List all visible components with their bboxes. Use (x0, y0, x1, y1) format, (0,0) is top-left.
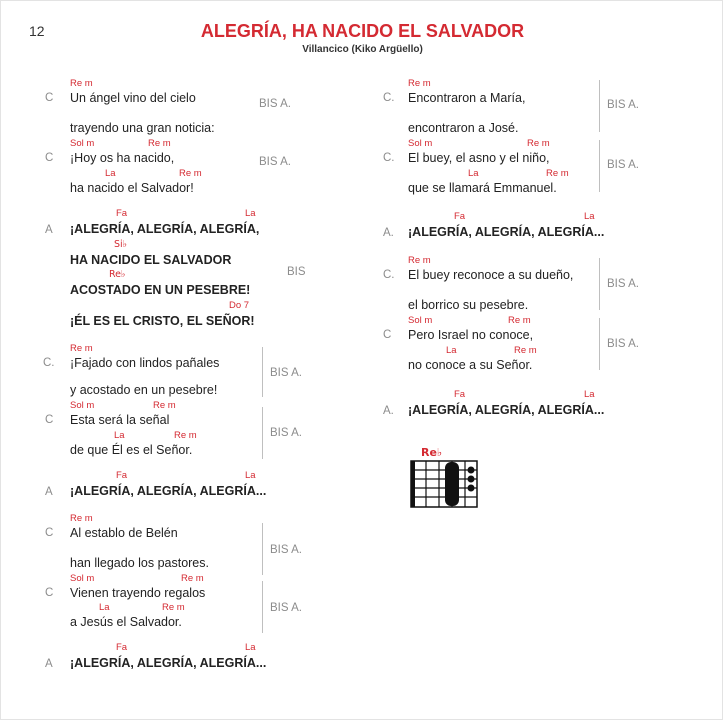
verse-label: C (45, 92, 54, 104)
lyric-line: ¡ALEGRÍA, ALEGRÍA, ALEGRÍA... (408, 225, 605, 239)
lyric-line: HA NACIDO EL SALVADOR (70, 253, 232, 267)
chord: Re m (70, 78, 93, 89)
chord: Sol m (70, 573, 95, 584)
chord: Re♭ (109, 269, 126, 280)
chord: Re m (508, 315, 531, 326)
lyric-line: ¡Fajado con lindos pañales (70, 356, 220, 370)
verse-label: C (45, 527, 54, 539)
lyric-line: ¡ALEGRÍA, ALEGRÍA, ALEGRÍA... (408, 403, 605, 417)
bis-bracket (599, 80, 600, 132)
chord: La (245, 642, 256, 653)
lyric-line: Un ángel vino del cielo (70, 91, 196, 105)
lyric-line: ha nacido el Salvador! (70, 181, 194, 195)
verse-label: C (45, 587, 54, 599)
chord: Do 7 (229, 300, 250, 311)
bis-marker: BIS A. (270, 602, 302, 614)
chord: Re m (70, 343, 93, 354)
chord: La (584, 211, 595, 222)
lyric-line: el borrico su pesebre. (408, 298, 529, 312)
bis-marker: BIS A. (270, 544, 302, 556)
lyric-line: El buey reconoce a su dueño, (408, 268, 574, 282)
chord: La (105, 168, 116, 179)
chord: Re m (153, 400, 176, 411)
bis-marker: BIS A. (607, 99, 639, 111)
verse-label: C. (43, 357, 55, 369)
chord: Re m (181, 573, 204, 584)
bis-marker: BIS A. (270, 427, 302, 439)
chord: Re m (546, 168, 569, 179)
lyric-line: ¡ÉL ES EL CRISTO, EL SEÑOR! (70, 314, 255, 328)
page-number: 12 (29, 23, 45, 39)
chord: Re m (148, 138, 171, 149)
lyric-line: no conoce a su Señor. (408, 358, 533, 372)
chord: Re m (527, 138, 550, 149)
chord: Sol m (70, 400, 95, 411)
verse-label: C (45, 152, 54, 164)
bis-marker: BIS A. (259, 156, 291, 168)
lyric-line: ¡Hoy os ha nacido, (70, 151, 175, 165)
bis-marker: BIS A. (259, 98, 291, 110)
chord: Fa (116, 470, 128, 481)
verse-label: A (45, 224, 53, 236)
lyric-line: y acostado en un pesebre! (70, 383, 218, 397)
chord: Re m (179, 168, 202, 179)
bis-bracket (262, 581, 263, 633)
chord: La (468, 168, 479, 179)
chord-diagram-name: Re♭ (421, 446, 443, 459)
chord-diagram (408, 459, 480, 511)
song-title: ALEGRÍA, HA NACIDO EL SALVADOR (200, 21, 525, 41)
chord: La (245, 208, 256, 219)
chord: Re m (70, 513, 93, 524)
chord: Re m (408, 78, 431, 89)
lyric-line: ¡ALEGRÍA, ALEGRÍA, ALEGRÍA, (70, 222, 260, 236)
bis-bracket (262, 523, 263, 575)
bis-marker: BIS A. (607, 338, 639, 350)
verse-label: C. (383, 269, 395, 281)
verse-label: C. (383, 152, 395, 164)
bis-bracket (262, 347, 263, 397)
bis-marker: BIS A. (270, 367, 302, 379)
lyric-line: ¡ALEGRÍA, ALEGRÍA, ALEGRÍA... (70, 484, 267, 498)
lyric-line: Encontraron a María, (408, 91, 526, 105)
chord: La (446, 345, 457, 356)
lyric-line: trayendo una gran noticia: (70, 121, 215, 135)
chord: La (584, 389, 595, 400)
chord: Fa (454, 389, 466, 400)
chord: La (245, 470, 256, 481)
chord: Sol m (70, 138, 95, 149)
chord: Sol m (408, 315, 433, 326)
chord: Fa (116, 642, 128, 653)
chord: Fa (116, 208, 128, 219)
bis-bracket (599, 318, 600, 370)
lyric-line: El buey, el asno y el niño, (408, 151, 550, 165)
lyric-line: Esta será la señal (70, 413, 170, 427)
lyric-line: de que Él es el Señor. (70, 443, 193, 457)
song-subtitle: Villancico (Kiko Argüello) (302, 44, 423, 55)
lyric-line: han llegado los pastores. (70, 556, 209, 570)
verse-label: C. (383, 92, 395, 104)
verse-label: C (45, 414, 54, 426)
verse-label: A. (383, 405, 394, 417)
chord: Si♭ (114, 239, 128, 250)
chord: Re m (174, 430, 197, 441)
bis-marker: BIS A. (607, 278, 639, 290)
chord: La (99, 602, 110, 613)
lyric-line: ACOSTADO EN UN PESEBRE! (70, 283, 251, 297)
lyric-line: ¡ALEGRÍA, ALEGRÍA, ALEGRÍA... (70, 656, 267, 670)
lyric-line: Al establo de Belén (70, 526, 178, 540)
lyric-line: encontraron a José. (408, 121, 519, 135)
verse-label: A (45, 658, 53, 670)
verse-label: A (45, 486, 53, 498)
bis-marker: BIS A. (607, 159, 639, 171)
chord: Fa (454, 211, 466, 222)
chord: Re m (408, 255, 431, 266)
chord: La (114, 430, 125, 441)
verse-label: C (383, 329, 392, 341)
bis-bracket (262, 407, 263, 459)
bis-marker: BIS (287, 266, 306, 278)
bis-bracket (599, 140, 600, 192)
verse-label: A. (383, 227, 394, 239)
lyric-line: que se llamará Emmanuel. (408, 181, 557, 195)
chord: Sol m (408, 138, 433, 149)
lyric-line: a Jesús el Salvador. (70, 615, 182, 629)
bis-bracket (599, 258, 600, 310)
lyric-line: Pero Israel no conoce, (408, 328, 534, 342)
chord: Re m (514, 345, 537, 356)
lyric-line: Vienen trayendo regalos (70, 586, 206, 600)
chord: Re m (162, 602, 185, 613)
